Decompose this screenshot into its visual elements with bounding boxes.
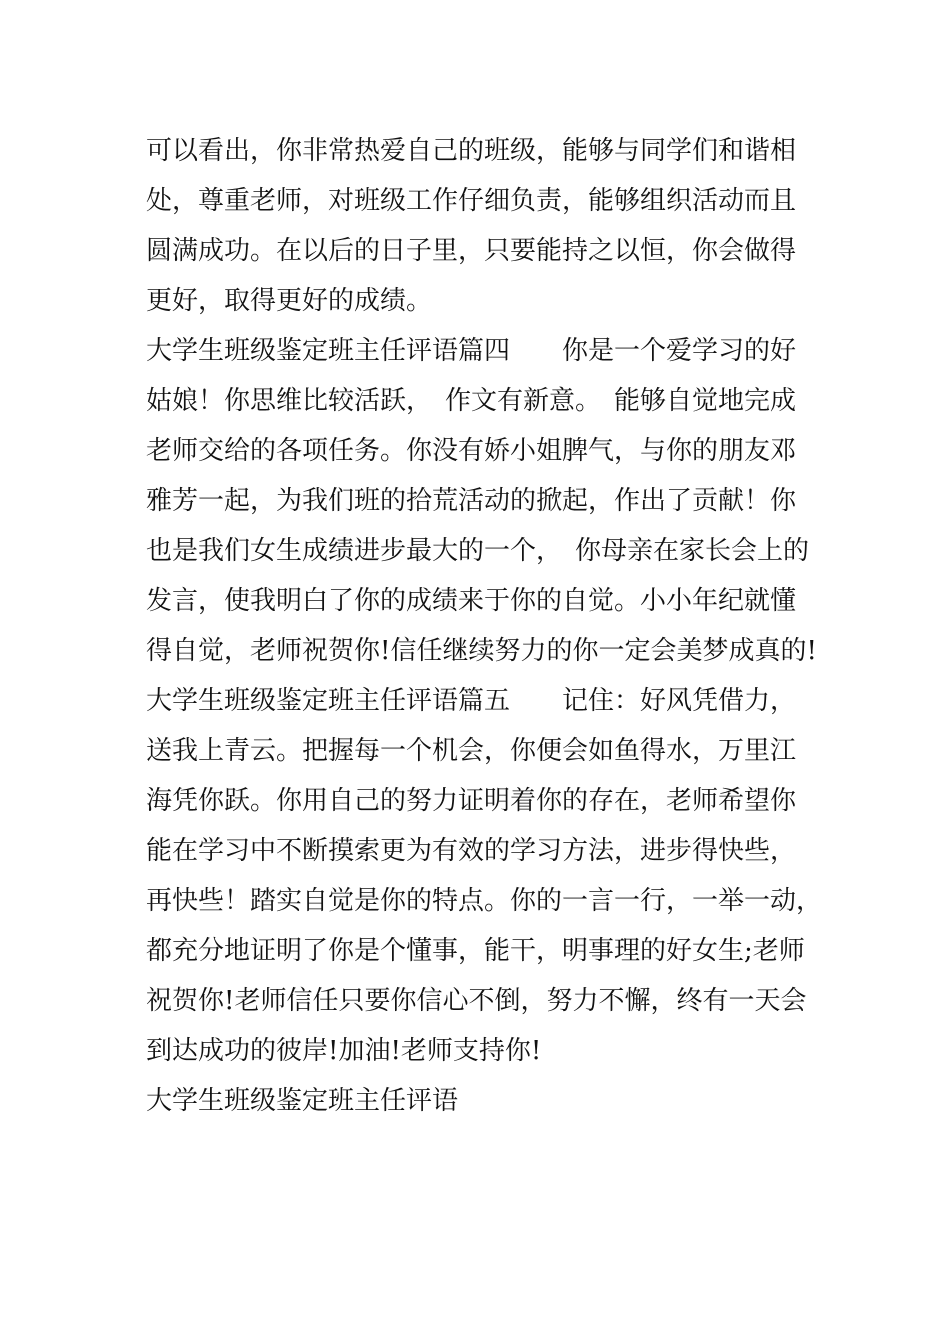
text-line: 祝贺你!老师信任只要你信心不倒，努力不懈，终有一天会 [146,986,807,1016]
text-line: 可以看出，你非常热爱自己的班级，能够与同学们和谐相 [146,136,797,166]
text-line: 送我上青云。把握每一个机会，你便会如鱼得水，万里江 [146,736,797,766]
text-line: 圆满成功。在以后的日子里，只要能持之以恒，你会做得 [146,236,797,266]
text-line: 更好，取得更好的成绩。 [146,286,433,316]
text-line: 姑娘！你思维比较活跃， 作文有新意。 能够自觉地完成 [146,386,797,416]
text-line: 处，尊重老师，对班级工作仔细负责，能够组织活动而且 [146,186,797,216]
text-line: 到达成功的彼岸!加油!老师支持你! [146,1036,542,1066]
section-heading-line: 大学生班级鉴定班主任评语篇四 你是一个爱学习的好 [146,336,797,366]
section-title-line: 大学生班级鉴定班主任评语 [146,1086,459,1116]
text-line: 能在学习中不断摸索更为有效的学习方法，进步得快些， [146,836,797,866]
section-heading-line: 大学生班级鉴定班主任评语篇五 记住：好风凭借力， [146,686,797,716]
text-line: 都充分地证明了你是个懂事，能干，明事理的好女生;老师 [146,936,805,966]
text-line: 也是我们女生成绩进步最大的一个， 你母亲在家长会上的 [146,536,810,566]
text-line: 海凭你跃。你用自己的努力证明着你的存在，老师希望你 [146,786,797,816]
text-line: 雅芳一起，为我们班的拾荒活动的掀起，作出了贡献！你 [146,486,797,516]
text-line: 再快些！踏实自觉是你的特点。你的一言一行，一举一动， [146,886,823,916]
text-line: 老师交给的各项任务。你没有娇小姐脾气，与你的朋友邓 [146,436,797,466]
text-line: 得自觉，老师祝贺你!信任继续努力的你一定会美梦成真的! [146,636,817,666]
text-line: 发言，使我明白了你的成绩来于你的自觉。小小年纪就懂 [146,586,797,616]
